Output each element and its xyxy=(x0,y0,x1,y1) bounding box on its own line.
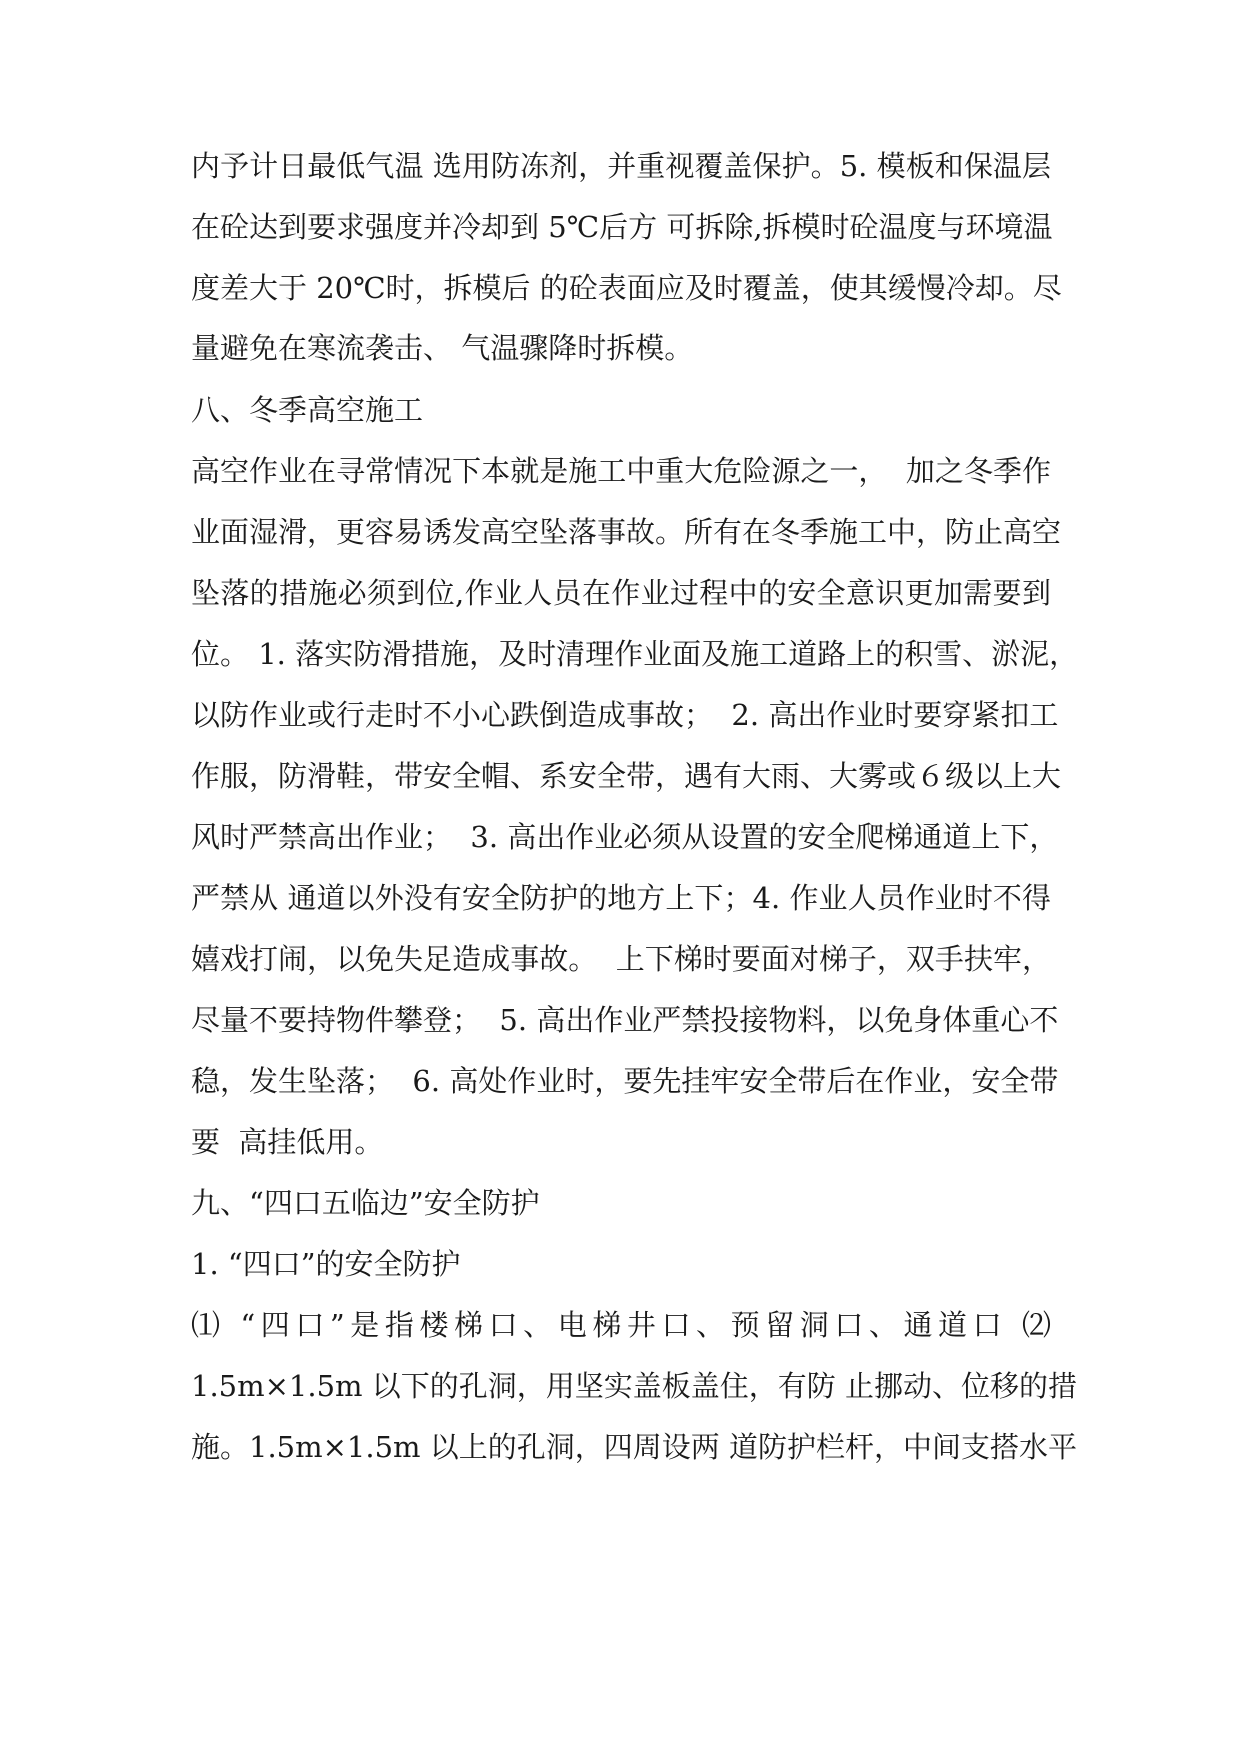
paragraph-line: 位。 1. 落实防滑措施，及时清理作业面及施工道路上的积雪、淤泥， xyxy=(191,637,1079,671)
paragraph-line: 作服，防滑鞋，带安全帽、系安全带，遇有大雨、大雾或６级以上大 xyxy=(191,759,1062,793)
paragraph-line: 坠落的措施必须到位,作业人员在作业过程中的安全意识更加需要到 xyxy=(191,576,1051,610)
paragraph-line: ⑴ “四口”是指楼梯口、电梯井口、预留洞口、通道口 ⑵ xyxy=(191,1308,1051,1342)
paragraph-line: 严禁从 通道以外没有安全防护的地方上下；4. 作业人员作业时不得 xyxy=(191,881,1051,915)
paragraph-line: 业面湿滑，更容易诱发高空坠落事故。所有在冬季施工中，防止高空 xyxy=(191,515,1062,549)
paragraph-line: 稳，发生坠落； 6. 高处作业时，要先挂牢安全带后在作业，安全带 xyxy=(191,1064,1059,1098)
paragraph-line: 以防作业或行走时不小心跌倒造成事故； 2. 高出作业时要穿紧扣工 xyxy=(191,698,1059,732)
paragraph-line: 在砼达到要求强度并冷却到 5℃后方 可拆除,拆模时砼温度与环境温 xyxy=(191,210,1053,244)
paragraph-line: 量避免在寒流袭击、 气温骤降时拆模。 xyxy=(191,331,694,365)
paragraph-line: 风时严禁高出作业； 3. 高出作业必须从设置的安全爬梯通道上下， xyxy=(191,820,1059,854)
paragraph-line: 1.5m×1.5m 以下的孔洞，用坚实盖板盖住，有防 止挪动、位移的措 xyxy=(191,1369,1077,1403)
paragraph-line: 要 高挂低用。 xyxy=(191,1125,384,1159)
paragraph-line: 度差大于 20℃时，拆模后 的砼表面应及时覆盖，使其缓慢冷却。尽 xyxy=(191,271,1062,305)
subsection-heading: 1. “四口”的安全防护 xyxy=(191,1247,461,1281)
section-heading: 八、冬季高空施工 xyxy=(191,393,424,427)
paragraph-line: 内予计日最低气温 选用防冻剂，并重视覆盖保护。5. 模板和保温层 xyxy=(191,149,1051,183)
paragraph-line: 施。1.5m×1.5m 以上的孔洞，四周设两 道防护栏杆，中间支搭水平 xyxy=(191,1430,1077,1464)
paragraph-line: 高空作业在寻常情况下本就是施工中重大危险源之一， 加之冬季作 xyxy=(191,454,1051,488)
paragraph-line: 尽量不要持物件攀登； 5. 高出作业严禁投接物料，以免身体重心不 xyxy=(191,1003,1059,1037)
section-heading: 九、“四口五临边”安全防护 xyxy=(191,1186,540,1220)
paragraph-line: 嬉戏打闹，以免失足造成事故。 上下梯时要面对梯子，双手扶牢， xyxy=(191,942,1051,976)
